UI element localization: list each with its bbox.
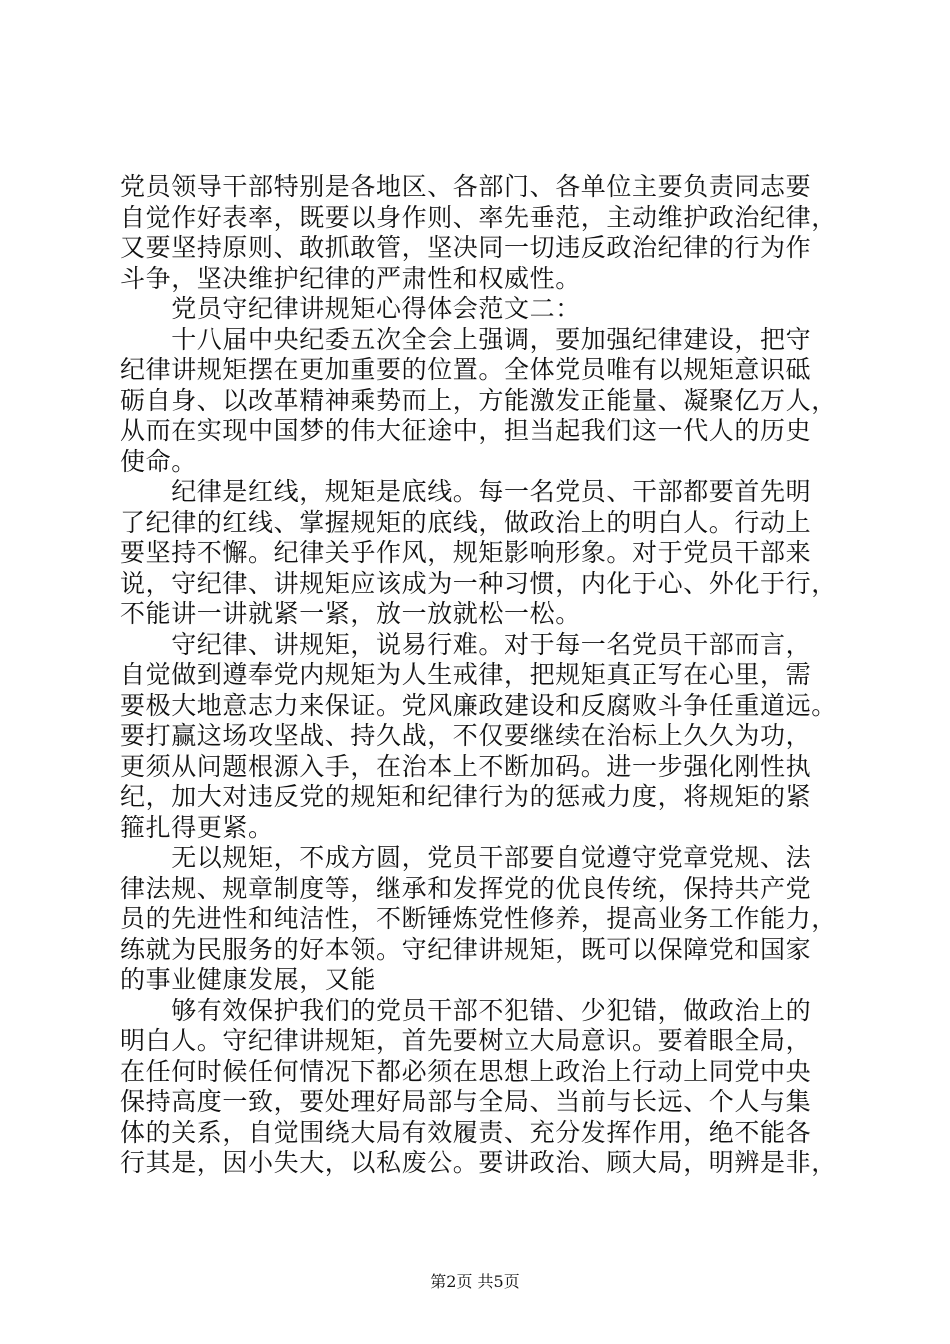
text-line: 自觉做到遵奉党内规矩为人生戒律，把规矩真正写在心里，需 (120, 660, 812, 689)
text-line: 要打赢这场攻坚战、持久战，不仅要继续在治标上久久为功， (120, 721, 812, 750)
text-line: 纪律讲规矩摆在更加重要的位置。全体党员唯有以规矩意识砥 (120, 355, 812, 384)
text-line: 党员领导干部特别是各地区、各部门、各单位主要负责同志要 (120, 172, 812, 201)
text-line: 从而在实现中国梦的伟大征途中，担当起我们这一代人的历史 (120, 416, 812, 445)
section-heading: 党员守纪律讲规矩心得体会范文二： (120, 294, 581, 323)
text-line: 要极大地意志力来保证。党风廉政建设和反腐败斗争任重道远。 (120, 690, 837, 720)
text-line: 够有效保护我们的党员干部不犯错、少犯错，做政治上的 (120, 995, 812, 1025)
text-line: 在任何时候任何情况下都必须在思想上政治上行动上同党中央 (120, 1056, 812, 1086)
page-number-label: 第2页 共5页 (430, 1272, 520, 1291)
text-line: 的事业健康发展，又能 (120, 965, 377, 994)
text-line: 使命。 (120, 446, 197, 476)
text-line: 纪，加大对违反党的规矩和纪律行为的惩戒力度，将规矩的紧 (120, 782, 812, 811)
text-line: 练就为民服务的好本领。守纪律讲规矩，既可以保障党和国家 (120, 934, 812, 964)
text-line: 体的关系，自觉围绕大局有效履责、充分发挥作用，绝不能各 (120, 1117, 812, 1147)
text-line: 斗争，坚决维护纪律的严肃性和权威性。 (120, 263, 581, 293)
text-line: 守纪律、讲规矩，说易行难。对于每一名党员干部而言， (120, 629, 812, 659)
text-line: 要坚持不懈。纪律关乎作风，规矩影响形象。对于党员干部来 (120, 538, 812, 567)
text-line: 更须从问题根源入手，在治本上不断加码。进一步强化刚性执 (120, 751, 812, 781)
text-line: 员的先进性和纯洁性，不断锤炼党性修养，提高业务工作能力， (120, 904, 837, 933)
document-body (120, 172, 837, 1179)
text-line: 十八届中央纪委五次全会上强调，要加强纪律建设，把守 (120, 324, 812, 354)
text-line: 箍扎得更紧。 (120, 812, 274, 842)
text-line: 不能讲一讲就紧一紧，放一放就松一松。 (120, 599, 581, 628)
page-footer (0, 1272, 950, 1292)
text-line: 自觉作好表率，既要以身作则、率先垂范，主动维护政治纪律， (120, 202, 837, 232)
text-line: 律法规、规章制度等，继承和发挥党的优良传统，保持共产党 (120, 873, 812, 903)
text-line: 砺自身、以改革精神乘势而上，方能激发正能量、凝聚亿万人， (120, 385, 837, 415)
text-line: 纪律是红线，规矩是底线。每一名党员、干部都要首先明 (120, 477, 812, 506)
text-line: 行其是，因小失大，以私废公。要讲政治、顾大局，明辨是非， (120, 1148, 837, 1177)
text-line: 无以规矩，不成方圆，党员干部要自觉遵守党章党规、法 (120, 843, 812, 872)
text-line: 又要坚持原则、敢抓敢管，坚决同一切违反政治纪律的行为作 (120, 233, 812, 262)
text-line: 说，守纪律、讲规矩应该成为一种习惯，内化于心、外化于行， (120, 568, 837, 598)
text-line: 明白人。守纪律讲规矩，首先要树立大局意识。要着眼全局， (120, 1026, 812, 1055)
text-line: 保持高度一致，要处理好局部与全局、当前与长远、个人与集 (120, 1087, 812, 1116)
text-line: 了纪律的红线、掌握规矩的底线，做政治上的明白人。行动上 (120, 507, 812, 537)
